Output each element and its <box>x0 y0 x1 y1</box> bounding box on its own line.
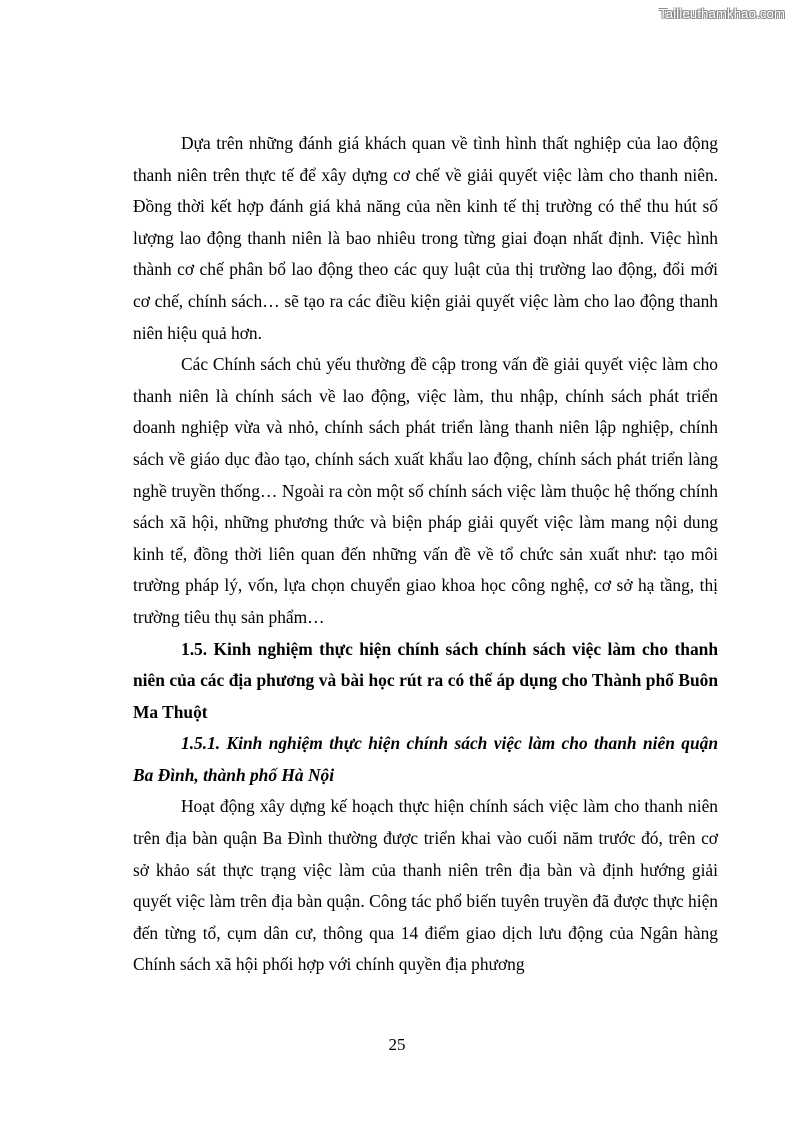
paragraph-main-policies: Các Chính sách chủ yếu thường đề cập trong vấn đề giải quyết việc làm cho thanh niên là chính sách về lao động, việc làm, thu nhập, chính sách phát triển doanh nghiệp vừa và nhỏ, chính sách phát triển làng thanh niên lập nghiệp, chính sách về giáo dục đào tạo, chính sách xuất khẩu lao động, chính sách phát triển làng nghề truyền thống… Ngoài ra còn một số chính sách việc làm thuộc hệ thống chính sách xã hội, những phương thức và biện pháp giải quyết việc làm mang nội dung kinh tế, đồng thời liên quan đến những vấn đề về tổ chức sản xuất như: tạo môi trường pháp lý, vốn, lựa chọn chuyển giao khoa học công nghệ, cơ sở hạ tầng, thị trường tiêu thụ sản phẩm… <box>133 354 718 627</box>
watermark-text: Tailieuthamkhao.com <box>659 6 785 21</box>
section-heading-1-5: 1.5. Kinh nghiệm thực hiện chính sách chính sách việc làm cho thanh niên của các địa phương và bài học rút ra có thể áp dụng cho Thành phố Buôn Ma Thuột <box>133 638 718 722</box>
subsection-heading-1-5-1: 1.5.1. Kinh nghiệm thực hiện chính sách việc làm cho thanh niên quận Ba Đình, thành phố Hà Nội <box>133 733 718 785</box>
page-number: 25 <box>388 1035 406 1054</box>
paragraph-ba-dinh-activities: Hoạt động xây dựng kế hoạch thực hiện chính sách việc làm cho thanh niên trên địa bàn quận Ba Đình thường được triển khai vào cuối năm trước đó, trên cơ sở khảo sát thực trạng việc làm của thanh niên trên địa bàn và định hướng giải quyết việc làm trên địa bàn quận. Công tác phổ biến tuyên truyền đã được thực hiện đến từng tổ, cụm dân cư, thông qua 14 điểm giao dịch lưu động của Ngân hàng Chính sách xã hội phối hợp với chính quyền địa phương <box>133 796 718 975</box>
document-body <box>133 128 718 981</box>
paragraph-unemployment-mechanism: Dựa trên những đánh giá khách quan về tình hình thất nghiệp của lao động thanh niên trên thực tế để xây dựng cơ chế về giải quyết việc làm cho thanh niên. Đồng thời kết hợp đánh giá khả năng của nền kinh tế thị trường có thể thu hút số lượng lao động thanh niên là bao nhiêu trong từng giai đoạn nhất định. Việc hình thành cơ chế phân bổ lao động theo các quy luật của thị trường lao động, đổi mới cơ chế, chính sách… sẽ tạo ra các điều kiện giải quyết việc làm cho lao động thanh niên hiệu quả hơn. <box>133 133 718 343</box>
